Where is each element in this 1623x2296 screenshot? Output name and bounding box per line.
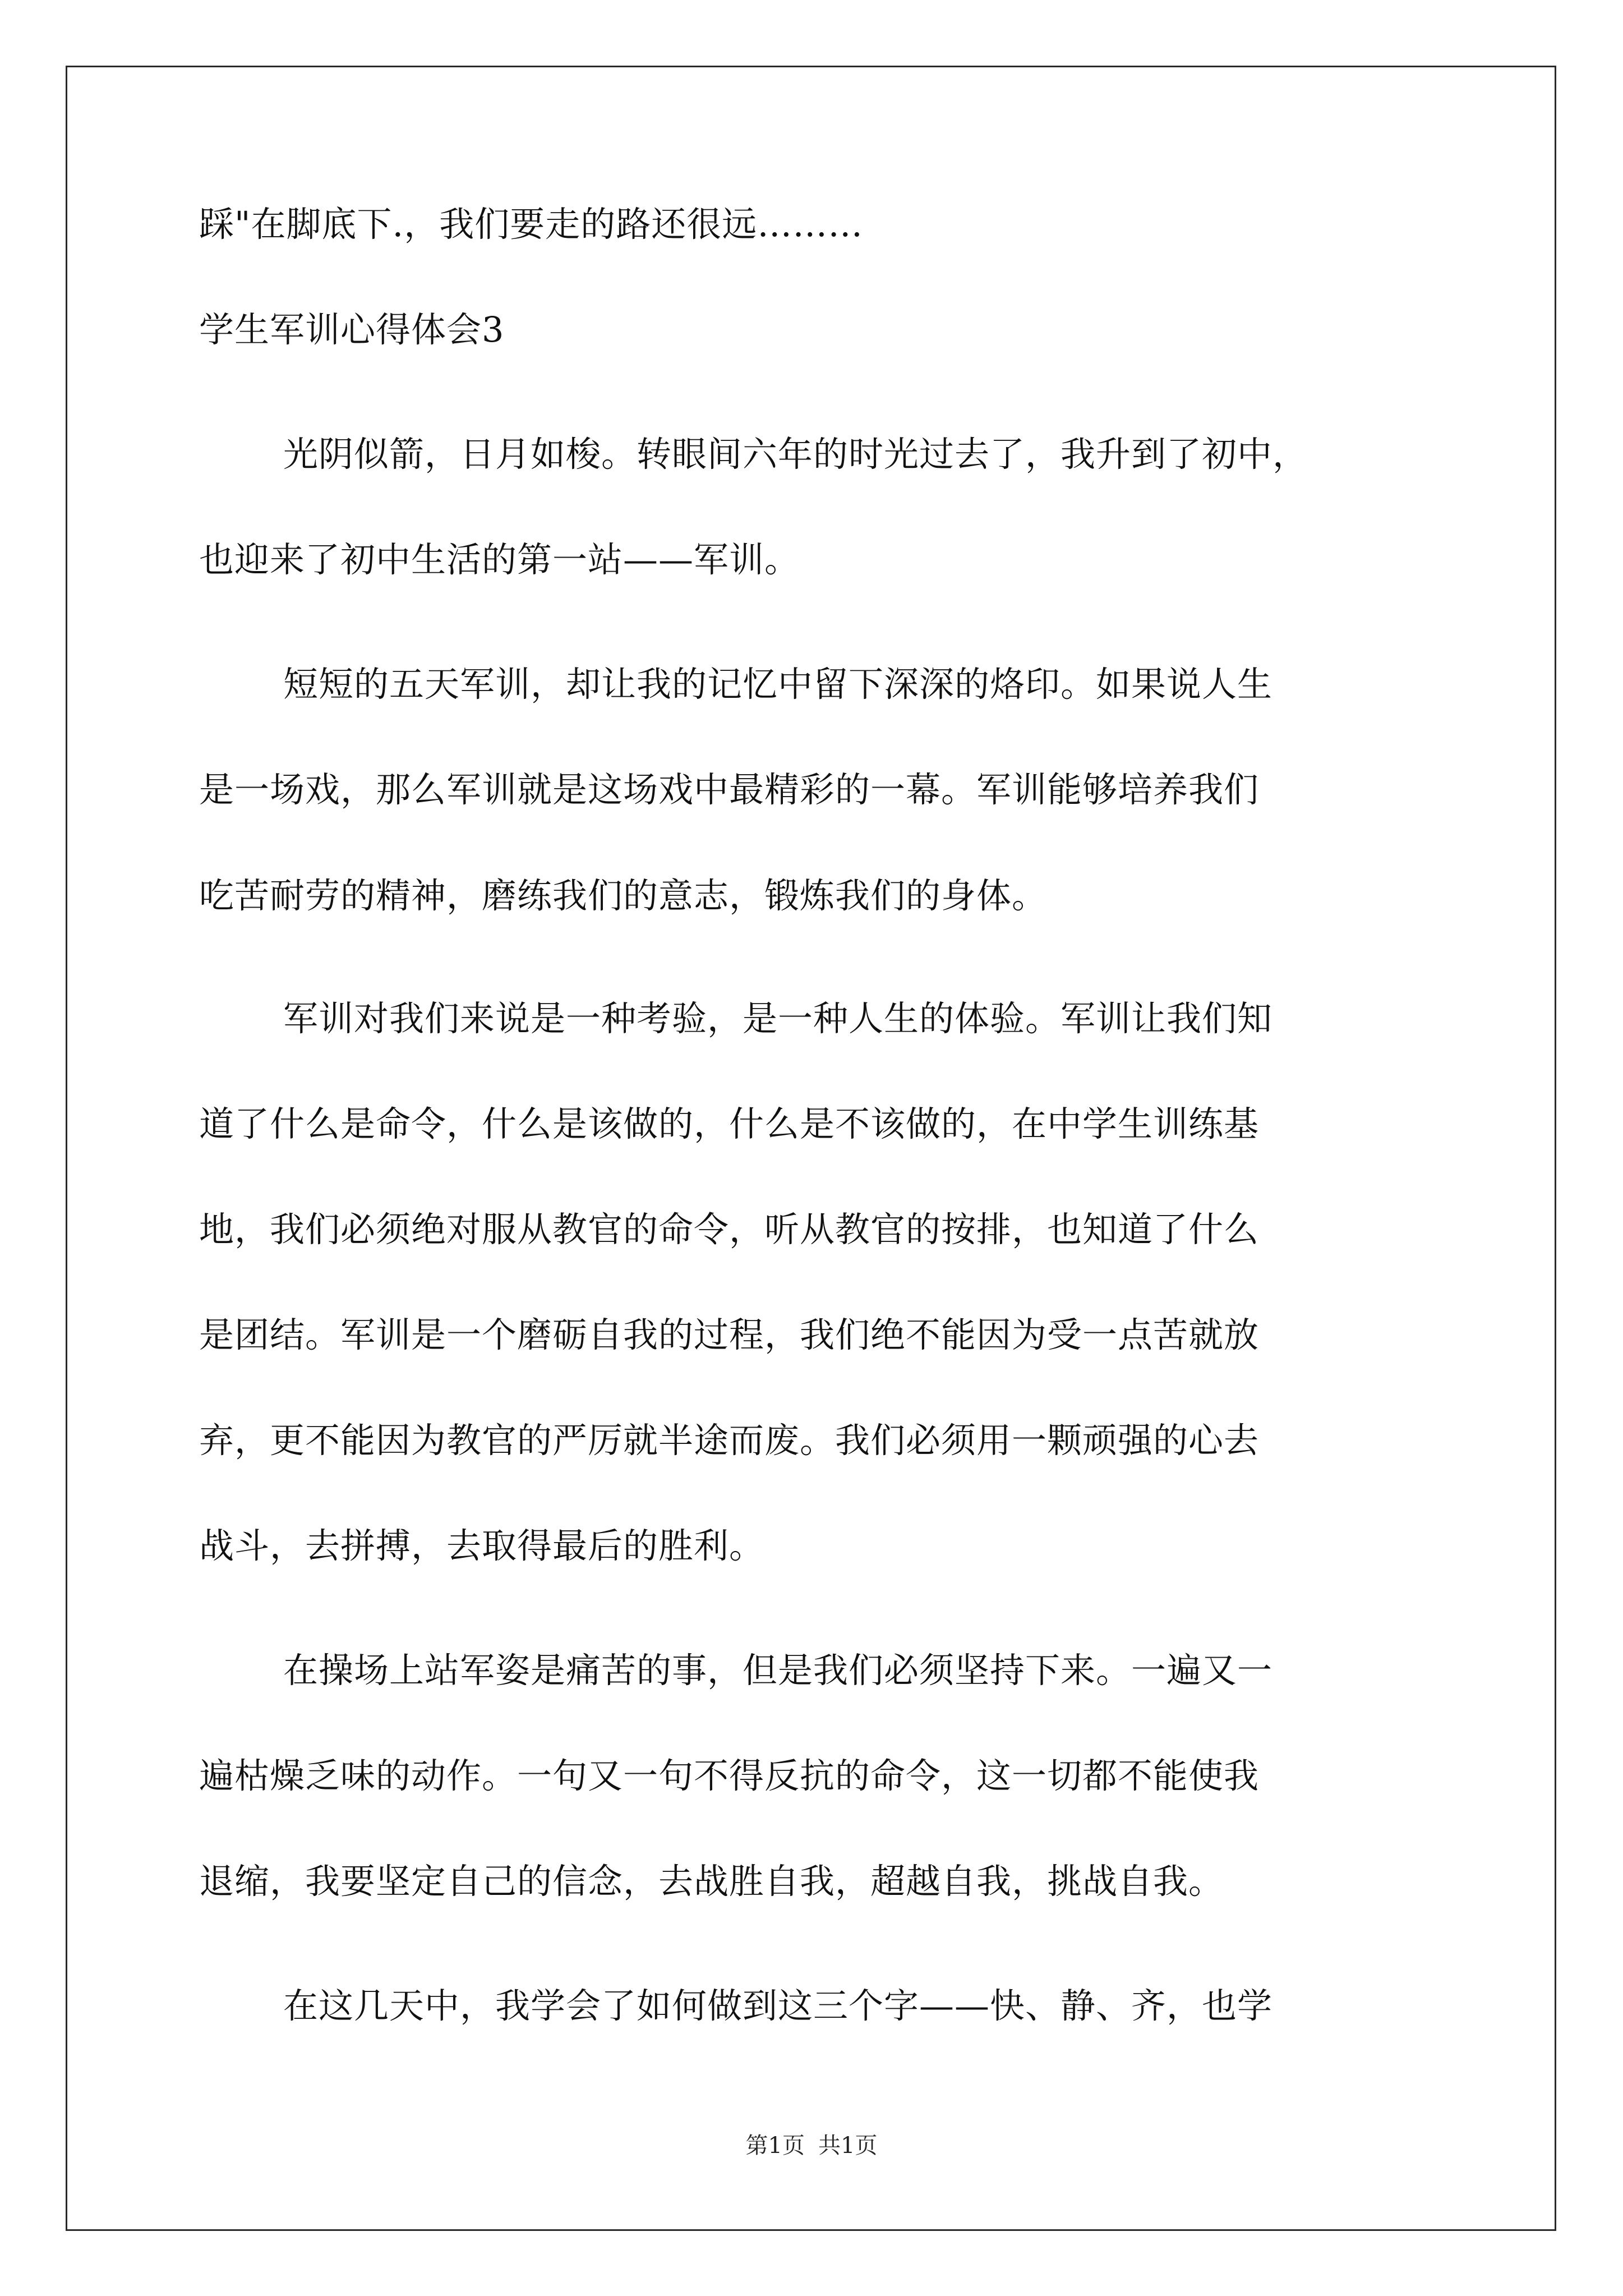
paragraph-line: 退缩，我要坚定自己的信念，去战胜自我，超越自我，挑战自我。 (199, 1861, 1224, 1902)
paragraph-line: 短短的五天军训，却让我的记忆中留下深深的烙印。如果说人生 (283, 664, 1273, 705)
paragraph-line: 在操场上站军姿是痛苦的事，但是我们必须坚持下来。一遍又一 (283, 1650, 1273, 1691)
paragraph-line: 遍枯燥乏味的动作。一句又一句不得反抗的命令，这一切都不能使我 (199, 1755, 1260, 1796)
paragraph-line: 光阴似箭，日月如梭。转眼间六年的时光过去了，我升到了初中， (283, 434, 1308, 475)
section-heading: 学生军训心得体会3 (199, 309, 505, 350)
paragraph-line: 军训对我们来说是一种考验，是一种人生的体验。军训让我们知 (283, 998, 1273, 1039)
paragraph-line: 在这几天中，我学会了如何做到这三个字——快、静、齐，也学 (283, 1985, 1273, 2026)
paragraph-line: 是一场戏，那么军训就是这场戏中最精彩的一幕。军训能够培养我们 (199, 769, 1260, 810)
paragraph-line: 战斗，去拼搏，去取得最后的胜利。 (199, 1525, 765, 1566)
page-border (66, 66, 1556, 2231)
paragraph-line: 是团结。军训是一个磨砺自我的过程，我们绝不能因为受一点苦就放 (199, 1314, 1260, 1355)
paragraph-line: 道了什么是命令，什么是该做的，什么是不该做的，在中学生训练基 (199, 1103, 1260, 1144)
page-footer (0, 2132, 1623, 2160)
page-total: 共1页 (818, 2133, 878, 2159)
paragraph-line: 地，我们必须绝对服从教官的命令，听从教官的按排，也知道了什么 (199, 1209, 1260, 1250)
paragraph-line: 吃苦耐劳的精神，磨练我们的意志，锻炼我们的身体。 (199, 875, 1048, 916)
paragraph-line: 也迎来了初中生活的第一站——军训。 (199, 539, 800, 580)
text-line: 踩"在脚底下.，我们要走的路还很远……… (199, 204, 864, 245)
paragraph-line: 弃，更不能因为教官的严厉就半途而废。我们必须用一颗顽强的心去 (199, 1420, 1260, 1461)
page-number: 第1页 (745, 2133, 805, 2159)
